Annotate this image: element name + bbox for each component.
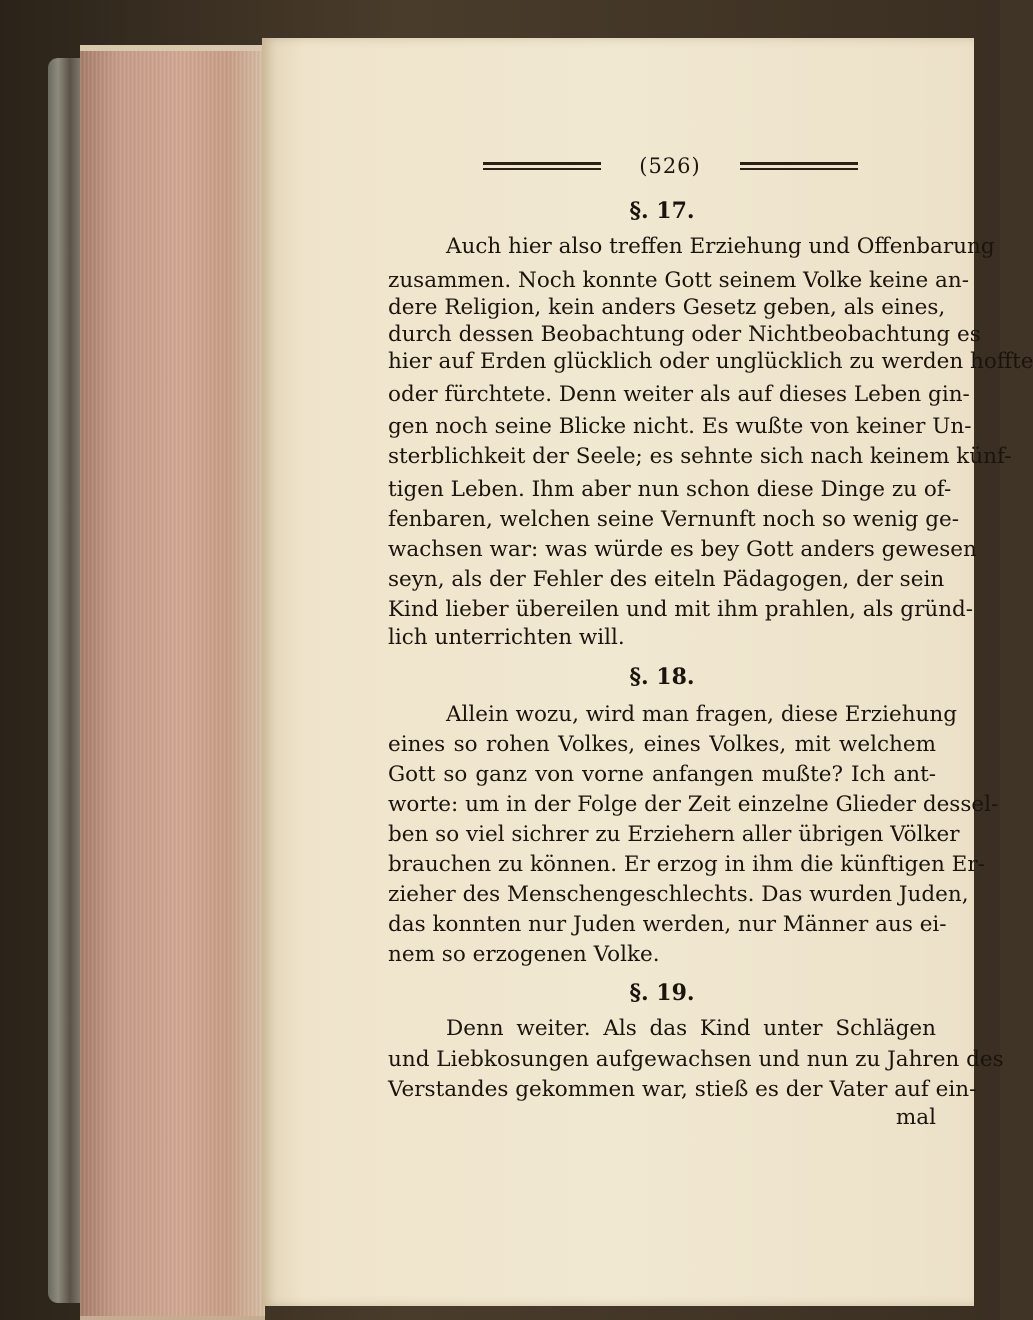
text-line: lich unterrichten will. — [388, 625, 625, 650]
text-line: seyn, als der Fehler des eiteln Pädagogen, der sein — [388, 567, 945, 592]
text-line: zusammen. Noch konnte Gott seinem Volke keine an- — [388, 268, 969, 293]
text-line: sterblichkeit der Seele; es sehnte sich nach keinem künf- — [388, 444, 1012, 469]
page-number: (526) — [639, 154, 701, 178]
text-line: Allein wozu, wird man fragen, diese Erziehung — [446, 702, 958, 727]
text-line: oder fürchtete. Denn weiter als auf dieses Leben gin- — [388, 382, 970, 407]
section-heading: §. 17. — [629, 198, 695, 224]
text-line: worte: um in der Folge der Zeit einzelne Glieder dessel- — [388, 792, 999, 817]
header-rule-right — [740, 162, 858, 174]
header-rule-left — [483, 162, 601, 174]
text-line: das konnten nur Juden werden, nur Männer aus ei- — [388, 912, 947, 937]
text-line: Denn weiter. Als das Kind unter Schlägen — [446, 1016, 936, 1041]
text-line: und Liebkosungen aufgewachsen und nun zu Jahren des — [388, 1047, 1004, 1072]
text-line: brauchen zu können. Er erzog in ihm die künftigen Er- — [388, 852, 985, 877]
section-heading: §. 18. — [629, 664, 695, 690]
text-line: durch dessen Beobachtung oder Nichtbeobachtung es — [388, 322, 981, 347]
text-line: zieher des Menschengeschlechts. Das wurden Juden, — [388, 882, 969, 907]
text-line: tigen Leben. Ihm aber nun schon diese Dinge zu of- — [388, 477, 952, 502]
text-line: Gott so ganz von vorne anfangen mußte? Ich ant- — [388, 762, 936, 787]
section-heading: §. 19. — [629, 980, 695, 1006]
page-edges — [80, 45, 265, 1320]
text-line: gen noch seine Blicke nicht. Es wußte von keiner Un- — [388, 414, 972, 439]
text-line: hier auf Erden glücklich oder unglücklich zu werden hoffte — [388, 349, 1033, 374]
text-line: dere Religion, kein anders Gesetz geben, als eines, — [388, 295, 946, 320]
text-line: wachsen war: was würde es bey Gott anders gewesen — [388, 537, 977, 562]
text-line: ben so viel sichrer zu Erziehern aller übrigen Völker — [388, 822, 960, 847]
text-line: eines so rohen Volkes, eines Volkes, mit welchem — [388, 732, 936, 757]
text-line: nem so erzogenen Volke. — [388, 942, 660, 967]
catchword: mal — [895, 1105, 936, 1130]
text-line: fenbaren, welchen seine Vernunft noch so wenig ge- — [388, 507, 960, 532]
text-line: Kind lieber übereilen und mit ihm prahlen, als gründ- — [388, 597, 974, 622]
text-line: Auch hier also treffen Erziehung und Offenbarung — [446, 234, 995, 259]
text-line: Verstandes gekommen war, stieß es der Vater auf ein- — [388, 1077, 977, 1102]
page-header — [455, 154, 870, 184]
